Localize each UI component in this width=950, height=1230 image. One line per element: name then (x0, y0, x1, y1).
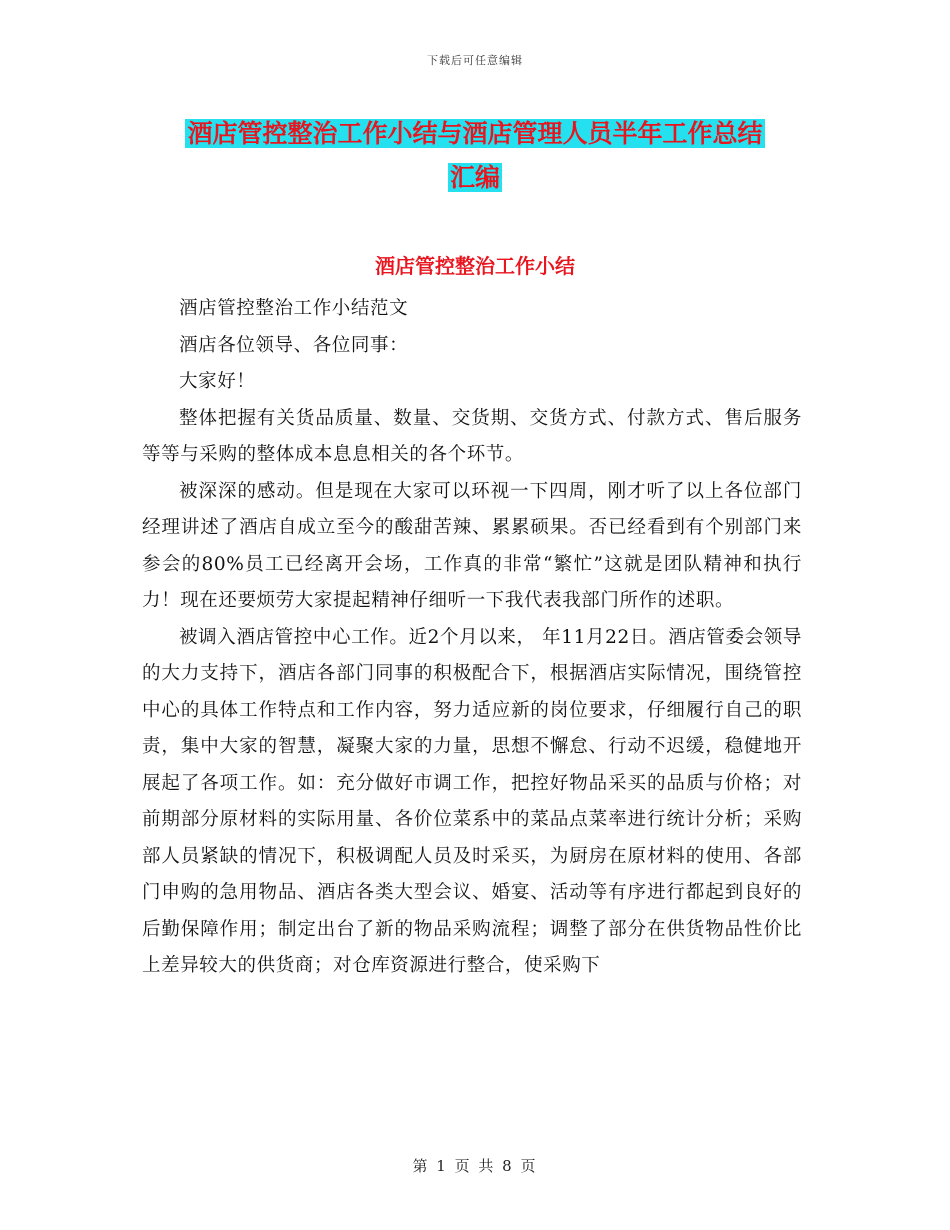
document-title-line-2: 汇编 (449, 163, 500, 192)
paragraph-title-line: 酒店管控整治工作小结范文 (179, 298, 409, 319)
paragraph-salutation: 酒店各位领导、各位同事： (179, 334, 409, 356)
paragraph-3: 被调入酒店管控中心工作。近2个月以来， 年11月22日。酒店管委会领导的大力支持下，酒店各部门同事的积极配合下，根据酒店实际情况，围绕管控中心的具体工作特点和工作内容，努力适应新的岗位要求，仔细履行自己的职责，集中大家的智慧，凝聚大家的力量，思想不懈怠、行动不迟缓，稳健地开展起了各项工作。如：充分做好市调工作，把控好物品采买的品质与价格；对前期部分原材料的实际用量、各价位菜系中的菜品点菜率进行统计分析；采购部人员紧缺的情况下，积极调配人员及时采买，为厨房在原材料的使用、各部门申购的急用物品、酒店各类大型会议、婚宴、活动等有序进行都起到良好的后勤保障作用；制定出台了新的物品采购流程；调整了部分在供货物品性价比上差异较大的供货商；对仓库资源进行整合，使采购下 (142, 626, 802, 976)
paragraph-2: 被深深的感动。但是现在大家可以环视一下四周，刚才听了以上各位部门经理讲述了酒店自成立至今的酸甜苦辣、累累硕果。否已经看到有个别部门来参会的80%员工已经离开会场，工作真的非常“繁忙”这就是团队精神和执行力！现在还要烦劳大家提起精神仔细听一下我代表我部门所作的述职。 (142, 480, 802, 611)
document-body (142, 291, 802, 985)
section-title: 酒店管控整治工作小结 (375, 254, 575, 278)
document-title (140, 112, 810, 200)
paragraph-greeting: 大家好！ (179, 371, 256, 392)
page-number: 第 1 页 共 8 页 (412, 1157, 538, 1175)
document-title-line-1: 酒店管控整治工作小结与酒店管理人员半年工作总结 (187, 119, 763, 148)
paragraph-1: 整体把握有关货品质量、数量、交货期、交货方式、付款方式、售后服务等等与采购的整体成本息息相关的各个环节。 (142, 407, 802, 465)
page-header-note: 下载后可任意编辑 (427, 54, 523, 67)
